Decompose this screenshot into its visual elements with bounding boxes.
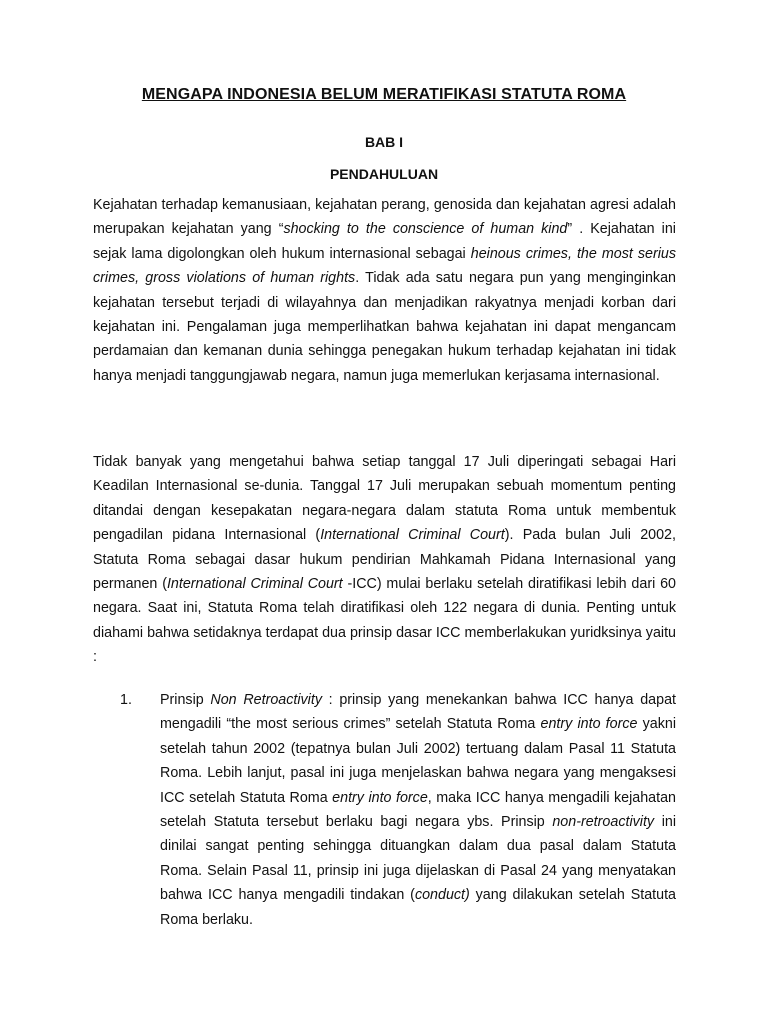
list-item-term-2: entry into force bbox=[540, 716, 638, 733]
paragraph-intro bbox=[93, 193, 676, 388]
chapter-heading: BAB I bbox=[364, 134, 404, 150]
paragraph-intro-crimes: heinous crimes, the most serius crimes, gross violations of human rights bbox=[93, 245, 676, 287]
list-item-text-1: Prinsip bbox=[160, 692, 211, 708]
list-item-text-5: ini dinilai sangat penting sehingga dituangkan dalam dua pasal dalam Statuta Roma. Selain Pasal 11, prinsip ini juga dijelaskan di Pasal 24 yang menyatakan bahwa ICC hanya mengadili tindakan ( bbox=[160, 814, 676, 904]
paragraph-intro-text-1: Kejahatan terhadap kemanusiaan, kejahatan perang, genosida dan kejahatan agresi adalah merupakan kejahatan yang “ bbox=[93, 197, 676, 238]
paragraph-intro-text-2: ” . Kejahatan ini sejak lama digolongkan oleh hukum internasional sebagai bbox=[93, 221, 676, 262]
principles-list bbox=[120, 688, 676, 932]
paragraph-icc-text-1: Tidak banyak yang mengetahui bahwa setiap tanggal 17 Juli diperingati sebagai Hari Keadilan Internasional se-dunia. Tanggal 17 Juli merupakan sebuah momentum penting ditandai dengan kesepakatan negara-negara dalam statuta Roma untuk membentuk pengadilan pidana Internasional ( bbox=[93, 454, 676, 544]
paragraph-intro-quote: shocking to the conscience of human kind bbox=[283, 221, 568, 238]
list-item-term-4: non-retroactivity bbox=[552, 814, 655, 831]
list-item bbox=[120, 688, 676, 932]
list-item-text-2: : prinsip yang menekankan bahwa ICC hanya dapat mengadili “the most serious crimes” setelah Statuta Roma bbox=[160, 692, 676, 733]
list-item-text-4: , maka ICC hanya mengadili kejahatan setelah Statuta tersebut berlaku bagi negara ybs. Prinsip bbox=[160, 789, 676, 831]
list-item-number: 1. bbox=[120, 692, 132, 708]
list-item-text-6: yang dilakukan setelah Statuta Roma berlaku. bbox=[160, 887, 676, 928]
paragraph-icc-text-2: ). Pada bulan Juli 2002, Statuta Roma sebagai dasar hukum pendirian Mahkamah Pidana Internasional yang permanen ( bbox=[93, 527, 676, 593]
list-item-term-5: conduct) bbox=[414, 887, 470, 904]
list-item-text-3: yakni setelah tahun 2002 (tepatnya bulan Juli 2002) tertuang dalam Pasal 11 Statuta Roma. Lebih lanjut, pasal ini juga menjelaskan bahwa negara yang mengaksesi ICC setelah Statuta Roma bbox=[160, 716, 676, 806]
paragraph-icc-term-2: International Criminal Court bbox=[166, 576, 343, 593]
paragraph-icc bbox=[93, 450, 676, 670]
paragraph-icc-text-3: -ICC) mulai berlaku setelah diratifikasi lebih dari 60 negara. Saat ini, Statuta Roma telah diratifikasi oleh 122 negara di dunia. Penting untuk diahami bahwa setidaknya terdapat dua prinsip dasar ICC memberlakukan yuridksinya yaitu : bbox=[93, 576, 676, 666]
document-title: MENGAPA INDONESIA BELUM MERATIFIKASI STATUTA ROMA bbox=[141, 86, 627, 103]
paragraph-icc-term-1: International Criminal Court bbox=[320, 527, 505, 544]
list-item-term-1: Non Retroactivity bbox=[210, 692, 322, 708]
paragraph-intro-text-3: . Tidak ada satu negara pun yang menginginkan kejahatan tersebut terjadi di wilayahnya dan menjadikan rakyatnya menjadi korban dari kejahatan ini. Pengalaman juga memperlihatkan bahwa kejahatan ini dapat mengancam perdamaian dan kemanan dunia sehingga penegakan hukum terhadap kejahatan ini tidak hanya menjadi tanggungjawab negara, namun juga memerlukan kerjasama internasional. bbox=[93, 270, 676, 384]
list-item-term-3: entry into force bbox=[332, 789, 428, 806]
section-heading: PENDAHULUAN bbox=[329, 166, 439, 182]
